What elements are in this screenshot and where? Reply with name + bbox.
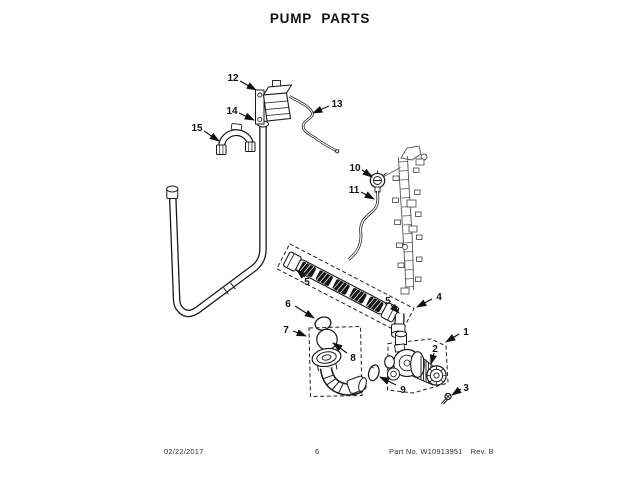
callout-15: 15	[191, 123, 203, 134]
wiring-harness	[393, 146, 428, 294]
callout-3: 3	[463, 383, 469, 394]
callout-9: 9	[400, 385, 406, 396]
heater-hose-assembly	[277, 244, 414, 338]
callout-1: 1	[463, 327, 469, 338]
drain-pump-assembly	[385, 331, 451, 404]
page-title: PUMP PARTS	[269, 11, 371, 26]
footer-date: 02/22/2017	[164, 447, 204, 456]
callout-5b: 5	[385, 296, 391, 307]
seal-ring	[317, 329, 337, 349]
callout-11: 11	[348, 185, 360, 196]
callout-7: 7	[283, 325, 289, 336]
callout-12: 12	[227, 73, 239, 84]
callout-5a: 5	[304, 277, 310, 288]
callout-6: 6	[285, 299, 291, 310]
footer-revision: Rev. B	[470, 447, 494, 456]
callout-13: 13	[331, 99, 343, 110]
screw	[442, 393, 452, 404]
callout-10: 10	[349, 163, 361, 174]
pressure-tube	[349, 191, 378, 260]
footer-part-info	[389, 447, 494, 456]
footer-page-number: 6	[315, 447, 320, 456]
check-valve-assembly	[256, 81, 292, 125]
pump-end-cap	[427, 366, 446, 385]
hose-hook	[217, 123, 256, 154]
callout-8: 8	[350, 353, 356, 364]
callout-2: 2	[432, 344, 438, 355]
inlet-port-kit	[309, 327, 368, 397]
hose-clamp-lower	[367, 364, 381, 382]
callout-14: 14	[226, 106, 238, 117]
footer-part-number: Part No. W10913951	[389, 447, 463, 456]
callout-4: 4	[436, 292, 442, 303]
